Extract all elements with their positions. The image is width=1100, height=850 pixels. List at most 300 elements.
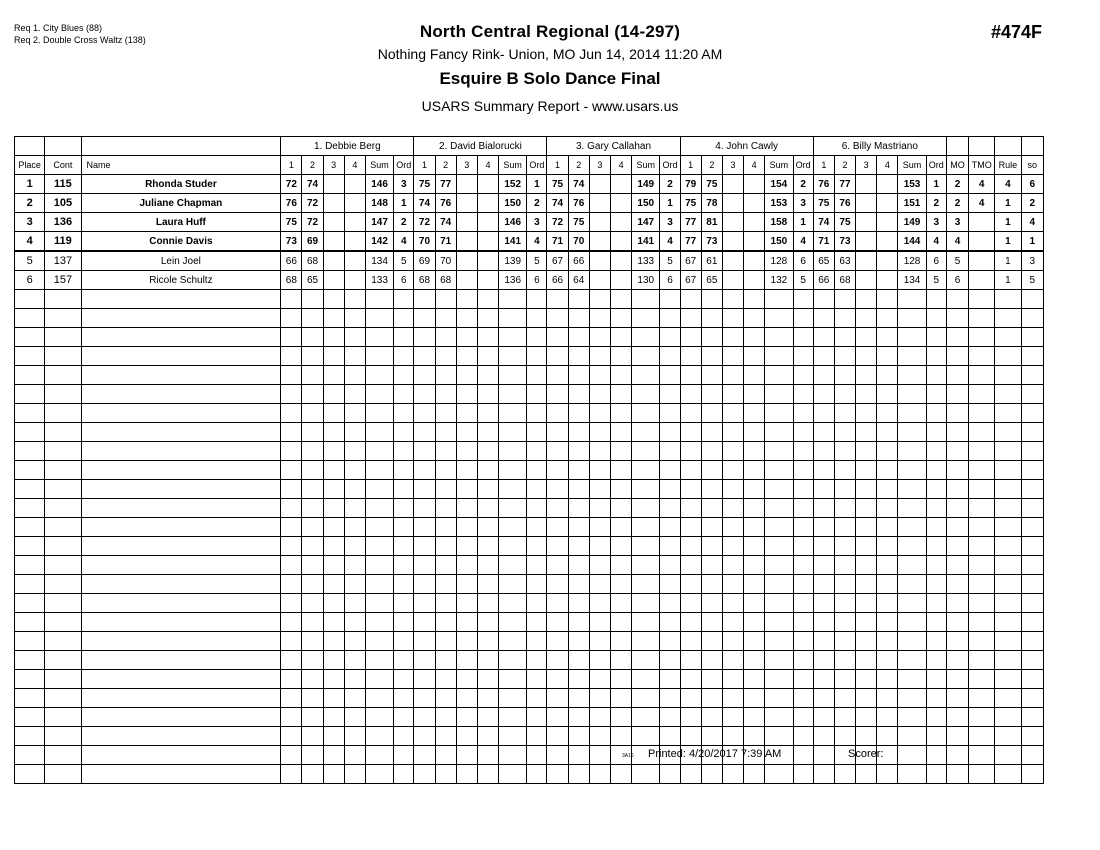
cell-empty [632, 423, 660, 442]
cell-j4-ord: 5 [793, 271, 813, 290]
cell-empty [946, 594, 968, 613]
cell-empty [877, 575, 898, 594]
cell-j4-s2: 75 [701, 175, 722, 194]
cell-empty [568, 290, 589, 309]
page-title: North Central Regional (14-297) [419, 22, 681, 41]
table-row-empty[interactable] [15, 727, 1044, 746]
table-row-empty[interactable] [15, 480, 1044, 499]
cell-empty [995, 537, 1021, 556]
cell-empty [610, 689, 631, 708]
cell-empty [547, 708, 568, 727]
cell-empty [813, 575, 834, 594]
cell-empty [610, 442, 631, 461]
cell-empty [568, 594, 589, 613]
cell-empty [660, 290, 680, 309]
cell-empty [45, 727, 81, 746]
event-location-datetime: Nothing Fancy Rink- Union, MO Jun 14, 2014 11:20 AM [377, 46, 723, 62]
cell-empty [1021, 499, 1043, 518]
cell-empty [589, 423, 610, 442]
cell-j4-s4 [744, 271, 765, 290]
cell-empty [456, 575, 477, 594]
cell-j3-s1: 75 [547, 175, 568, 194]
cell-empty [765, 632, 793, 651]
cell-empty [765, 328, 793, 347]
cell-empty [344, 423, 365, 442]
cell-empty [813, 385, 834, 404]
table-row-empty[interactable] [15, 537, 1044, 556]
cell-empty [527, 746, 547, 765]
cell-j3-s1: 67 [547, 251, 568, 271]
cell-empty [499, 480, 527, 499]
cell-empty [589, 594, 610, 613]
cell-empty [856, 670, 877, 689]
cell-empty [477, 309, 498, 328]
spacer-cell [995, 137, 1021, 156]
cell-empty [813, 727, 834, 746]
requirement-line: Req 2. Double Cross Waltz (138) [14, 35, 146, 45]
cell-j4-sum: 154 [765, 175, 793, 194]
cell-j5-s1: 76 [813, 175, 834, 194]
table-row-empty[interactable] [15, 423, 1044, 442]
cell-empty [15, 613, 45, 632]
cell-empty [765, 708, 793, 727]
cell-empty [793, 670, 813, 689]
cell-empty [680, 765, 701, 784]
cell-empty [302, 328, 323, 347]
cell-empty [302, 651, 323, 670]
cell-empty [969, 594, 995, 613]
cell-empty [610, 651, 631, 670]
cell-empty [323, 537, 344, 556]
cell-empty [394, 594, 414, 613]
cell-empty [813, 461, 834, 480]
cell-empty [946, 518, 968, 537]
cell-empty [589, 328, 610, 347]
cell-empty [281, 290, 302, 309]
cell-empty [302, 594, 323, 613]
table-row-empty[interactable] [15, 613, 1044, 632]
cell-empty [995, 309, 1021, 328]
table-row-empty[interactable] [15, 518, 1044, 537]
cell-empty [995, 404, 1021, 423]
cell-empty [15, 442, 45, 461]
cell-empty [995, 708, 1021, 727]
cell-empty [834, 461, 855, 480]
cell-j4-s2: 73 [701, 232, 722, 252]
cell-empty [281, 575, 302, 594]
cell-empty [995, 328, 1021, 347]
cell-empty [898, 556, 926, 575]
cell-empty [898, 499, 926, 518]
cell-j5-ord: 2 [926, 194, 946, 213]
cell-empty [793, 404, 813, 423]
table-row[interactable] [15, 213, 1044, 232]
cell-j4-sum: 128 [765, 251, 793, 271]
cell-j4-s1: 75 [680, 194, 701, 213]
table-row-empty[interactable] [15, 594, 1044, 613]
cell-empty [568, 366, 589, 385]
col-header-j3-sum: Sum [632, 156, 660, 175]
cell-rule: 1 [995, 271, 1021, 290]
cell-empty [547, 727, 568, 746]
cell-empty [765, 765, 793, 784]
cell-empty [547, 385, 568, 404]
cell-so: 1 [1021, 232, 1043, 252]
cell-empty [527, 594, 547, 613]
cell-empty [394, 385, 414, 404]
cell-empty [15, 499, 45, 518]
cell-empty [1021, 442, 1043, 461]
cell-empty [632, 328, 660, 347]
cell-empty [610, 575, 631, 594]
cell-j4-s2: 65 [701, 271, 722, 290]
cell-j4-ord: 3 [793, 194, 813, 213]
cell-empty [281, 632, 302, 651]
cell-empty [547, 670, 568, 689]
cell-empty [969, 461, 995, 480]
col-header-j4-s3: 3 [722, 156, 743, 175]
cell-empty [499, 290, 527, 309]
cell-empty [477, 442, 498, 461]
cell-j4-s3 [722, 271, 743, 290]
cell-empty [813, 423, 834, 442]
cell-empty [302, 575, 323, 594]
cell-j5-s3 [856, 194, 877, 213]
cell-empty [15, 575, 45, 594]
cell-empty [589, 290, 610, 309]
cell-empty [995, 651, 1021, 670]
cell-empty [946, 347, 968, 366]
cell-empty [365, 442, 393, 461]
cell-j1-s3 [323, 232, 344, 252]
cell-empty [834, 765, 855, 784]
cell-empty [394, 461, 414, 480]
cell-empty [394, 670, 414, 689]
cell-empty [81, 594, 281, 613]
cell-empty [81, 480, 281, 499]
col-header-place: Place [15, 156, 45, 175]
table-row-empty[interactable] [15, 385, 1044, 404]
cell-empty [834, 366, 855, 385]
cell-empty [969, 442, 995, 461]
cell-empty [323, 708, 344, 727]
cell-empty [995, 423, 1021, 442]
table-row-empty[interactable] [15, 746, 1044, 765]
cell-empty [898, 480, 926, 499]
cell-empty [45, 461, 81, 480]
cell-empty [969, 290, 995, 309]
cell-place: 6 [15, 271, 45, 290]
cell-empty [995, 670, 1021, 689]
cell-empty [722, 594, 743, 613]
cell-empty [81, 347, 281, 366]
cell-j3-s4 [610, 194, 631, 213]
cell-empty [394, 366, 414, 385]
cell-empty [344, 632, 365, 651]
cell-empty [813, 537, 834, 556]
cell-empty [610, 347, 631, 366]
cell-j3-ord: 3 [660, 213, 680, 232]
cell-empty [499, 708, 527, 727]
table-row[interactable] [15, 251, 1044, 271]
cell-empty [81, 423, 281, 442]
cell-empty [365, 366, 393, 385]
cell-mo: 3 [946, 213, 968, 232]
cell-empty [701, 537, 722, 556]
cell-empty [969, 366, 995, 385]
cell-empty [414, 765, 435, 784]
cell-j5-ord: 1 [926, 175, 946, 194]
cell-empty [45, 594, 81, 613]
table-row[interactable] [15, 175, 1044, 194]
table-row[interactable] [15, 271, 1044, 290]
table-row-empty[interactable] [15, 366, 1044, 385]
table-row-empty[interactable] [15, 689, 1044, 708]
footer-scorer-label: Scorer: [848, 748, 884, 760]
cell-empty [834, 442, 855, 461]
cell-empty [568, 385, 589, 404]
cell-j1-s2: 65 [302, 271, 323, 290]
cell-empty [527, 366, 547, 385]
cell-empty [302, 385, 323, 404]
cell-empty [610, 385, 631, 404]
cell-j2-s1: 75 [414, 175, 435, 194]
cell-empty [744, 309, 765, 328]
cell-empty [499, 556, 527, 575]
cell-j5-sum: 128 [898, 251, 926, 271]
cell-empty [435, 689, 456, 708]
cell-j4-s3 [722, 251, 743, 271]
table-row-empty[interactable] [15, 442, 1044, 461]
table-row-empty[interactable] [15, 632, 1044, 651]
cell-cont: 137 [45, 251, 81, 271]
cell-j1-s1: 66 [281, 251, 302, 271]
cell-empty [302, 708, 323, 727]
cell-empty [856, 651, 877, 670]
cell-empty [813, 442, 834, 461]
cell-empty [323, 594, 344, 613]
cell-empty [414, 632, 435, 651]
cell-empty [435, 746, 456, 765]
cell-empty [632, 518, 660, 537]
table-row[interactable] [15, 232, 1044, 252]
cell-empty [856, 404, 877, 423]
cell-empty [589, 309, 610, 328]
cell-empty [45, 480, 81, 499]
cell-empty [898, 727, 926, 746]
cell-rule: 1 [995, 232, 1021, 252]
cell-empty [589, 499, 610, 518]
cell-empty [435, 537, 456, 556]
cell-empty [1021, 347, 1043, 366]
cell-empty [344, 480, 365, 499]
cell-empty [834, 499, 855, 518]
footer-code: 3A16 [622, 753, 634, 759]
cell-empty [568, 309, 589, 328]
cell-j3-s2: 70 [568, 232, 589, 252]
table-row-empty[interactable] [15, 499, 1044, 518]
cell-empty [946, 765, 968, 784]
cell-empty [456, 499, 477, 518]
table-row-empty[interactable] [15, 309, 1044, 328]
cell-empty [834, 404, 855, 423]
cell-empty [45, 632, 81, 651]
table-row-empty[interactable] [15, 347, 1044, 366]
cell-empty [302, 670, 323, 689]
cell-empty [995, 499, 1021, 518]
cell-empty [660, 632, 680, 651]
cell-empty [365, 575, 393, 594]
cell-empty [477, 556, 498, 575]
cell-empty [456, 347, 477, 366]
col-header-j3-s1: 1 [547, 156, 568, 175]
cell-empty [793, 651, 813, 670]
cell-empty [344, 290, 365, 309]
cell-empty [946, 575, 968, 594]
cell-empty [660, 689, 680, 708]
cell-empty [722, 290, 743, 309]
cell-j4-s4 [744, 175, 765, 194]
cell-j1-s1: 75 [281, 213, 302, 232]
cell-empty [394, 328, 414, 347]
cell-empty [568, 708, 589, 727]
cell-empty [744, 575, 765, 594]
table-row-empty[interactable] [15, 404, 1044, 423]
cell-empty [632, 575, 660, 594]
cell-j5-s1: 75 [813, 194, 834, 213]
cell-j3-sum: 150 [632, 194, 660, 213]
cell-empty [527, 461, 547, 480]
col-header-j5-s3: 3 [856, 156, 877, 175]
cell-empty [793, 290, 813, 309]
table-row-empty[interactable] [15, 765, 1044, 784]
cell-empty [946, 613, 968, 632]
cell-empty [527, 328, 547, 347]
cell-empty [744, 689, 765, 708]
cell-empty [898, 594, 926, 613]
cell-empty [898, 746, 926, 765]
cell-empty [722, 423, 743, 442]
table-row-empty[interactable] [15, 328, 1044, 347]
table-row[interactable] [15, 194, 1044, 213]
cell-j4-s4 [744, 213, 765, 232]
cell-empty [898, 423, 926, 442]
cell-empty [281, 594, 302, 613]
cell-j3-s1: 72 [547, 213, 568, 232]
cell-empty [45, 670, 81, 689]
cell-empty [589, 518, 610, 537]
cell-empty [81, 518, 281, 537]
cell-empty [680, 594, 701, 613]
table-row-empty[interactable] [15, 556, 1044, 575]
cell-empty [1021, 423, 1043, 442]
cell-empty [834, 423, 855, 442]
cell-j2-ord: 3 [527, 213, 547, 232]
cell-j5-s2: 68 [834, 271, 855, 290]
cell-place: 5 [15, 251, 45, 271]
cell-j1-ord: 5 [394, 251, 414, 271]
cell-empty [898, 651, 926, 670]
cell-j1-s4 [344, 175, 365, 194]
cell-empty [81, 556, 281, 575]
cell-empty [414, 556, 435, 575]
cell-empty [45, 708, 81, 727]
cell-j5-sum: 134 [898, 271, 926, 290]
cell-j4-sum: 132 [765, 271, 793, 290]
cell-empty [547, 404, 568, 423]
cell-empty [744, 708, 765, 727]
event-name: Esquire B Solo Dance Final [439, 69, 661, 88]
table-row-empty[interactable] [15, 575, 1044, 594]
cell-empty [632, 613, 660, 632]
cell-empty [856, 347, 877, 366]
cell-empty [499, 366, 527, 385]
cell-empty [81, 765, 281, 784]
cell-empty [456, 385, 477, 404]
cell-empty [813, 499, 834, 518]
table-row-empty[interactable] [15, 708, 1044, 727]
cell-empty [499, 632, 527, 651]
cell-j1-s3 [323, 271, 344, 290]
col-header-j5-s2: 2 [834, 156, 855, 175]
cell-empty [344, 461, 365, 480]
cell-empty [1021, 670, 1043, 689]
cell-j5-s1: 65 [813, 251, 834, 271]
table-row-empty[interactable] [15, 651, 1044, 670]
cell-empty [856, 290, 877, 309]
cell-empty [15, 290, 45, 309]
cell-empty [834, 575, 855, 594]
cell-empty [589, 347, 610, 366]
cell-j1-s4 [344, 232, 365, 252]
cell-empty [834, 347, 855, 366]
spacer-cell [946, 137, 968, 156]
cell-empty [365, 385, 393, 404]
cell-empty [477, 708, 498, 727]
event-code: #474F [990, 22, 1042, 42]
col-header-mo: MO [946, 156, 968, 175]
cell-empty [744, 670, 765, 689]
cell-empty [969, 670, 995, 689]
cell-empty [414, 594, 435, 613]
cell-empty [477, 670, 498, 689]
cell-empty [877, 765, 898, 784]
table-row-empty[interactable] [15, 670, 1044, 689]
cell-empty [680, 670, 701, 689]
cell-empty [365, 518, 393, 537]
cell-empty [281, 442, 302, 461]
cell-empty [281, 423, 302, 442]
cell-empty [323, 404, 344, 423]
cell-empty [856, 480, 877, 499]
cell-empty [344, 385, 365, 404]
cell-empty [589, 366, 610, 385]
table-row-empty[interactable] [15, 290, 1044, 309]
cell-empty [610, 727, 631, 746]
cell-j1-s1: 73 [281, 232, 302, 252]
cell-empty [323, 499, 344, 518]
cell-empty [414, 613, 435, 632]
cell-empty [926, 670, 946, 689]
cell-empty [365, 765, 393, 784]
table-row-empty[interactable] [15, 461, 1044, 480]
cell-empty [660, 537, 680, 556]
cell-empty [15, 461, 45, 480]
cell-empty [527, 385, 547, 404]
cell-j3-s3 [589, 194, 610, 213]
cell-empty [344, 746, 365, 765]
cell-empty [813, 480, 834, 499]
